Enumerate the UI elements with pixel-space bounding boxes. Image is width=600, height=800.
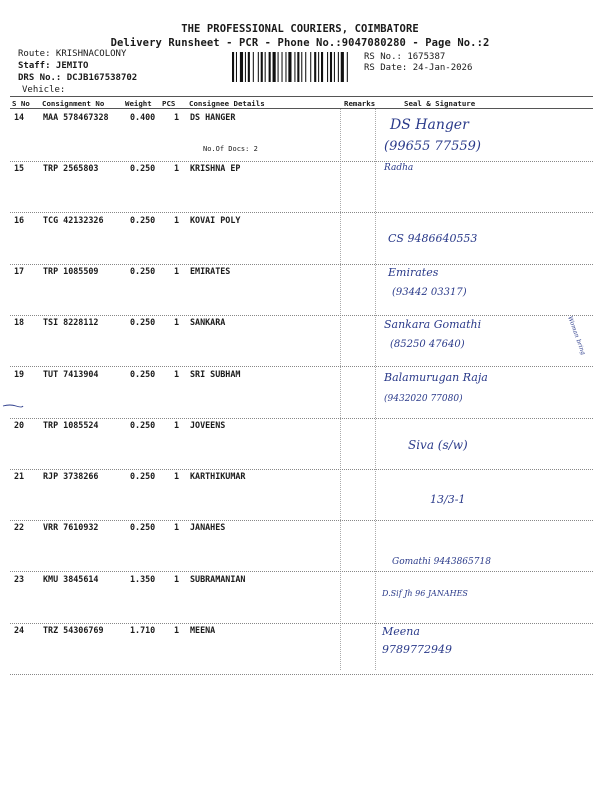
row-consignee: KRISHNA EP — [190, 163, 241, 174]
row-pcs: 1 — [174, 214, 180, 225]
row-consignment-no: TRP 2565803 — [43, 163, 99, 174]
row-sno: 14 — [14, 112, 25, 122]
row-weight: 0.250 — [130, 368, 156, 379]
row-pcs: 1 — [174, 368, 180, 379]
row-consignment-no: TCG 42132326 — [43, 214, 104, 225]
handwritten-signature: Sankara Gomathi — [384, 318, 482, 332]
col-header-consignee: Consignee Details — [189, 99, 265, 108]
table-row — [0, 471, 600, 522]
row-sno: 24 — [14, 625, 25, 635]
row-sno: 18 — [14, 317, 25, 328]
col-header-pcs: PCS — [162, 99, 176, 108]
row-separator — [10, 161, 593, 162]
col-header-remarks: Remarks — [344, 99, 376, 108]
row-consignee: KOVAI POLY — [190, 214, 241, 225]
row-consignee: MEENA — [190, 625, 216, 635]
row-consignment-no: TRP 1085524 — [43, 419, 99, 430]
row-signature — [372, 317, 597, 368]
handwritten-signature: 13/3-1 — [430, 493, 466, 507]
row-pcs: 1 — [174, 522, 180, 533]
table-row — [0, 163, 600, 214]
row-sno: 22 — [14, 522, 25, 533]
row-signature — [372, 215, 597, 266]
table-row — [0, 420, 600, 471]
handwritten-signature: Gomathi 9443865718 — [392, 557, 491, 568]
table-row — [0, 625, 600, 676]
row-consignment-no: RJP 3738266 — [43, 471, 99, 482]
table-row — [0, 215, 600, 266]
rs-date: RS Date: 24-Jan-2026 — [364, 63, 473, 73]
row-consignee: JANAHES — [190, 522, 226, 533]
row-sno: 17 — [14, 265, 25, 276]
row-weight: 0.250 — [130, 265, 156, 276]
drs-number: DRS No.: DCJB167538702 — [18, 73, 138, 83]
row-consignee: SUBRAMANIAN — [190, 573, 246, 584]
handwritten-signature: (93442 03317) — [392, 286, 467, 298]
row-separator — [10, 366, 593, 367]
row-signature — [372, 625, 597, 676]
handwritten-signature: (99655 77559) — [384, 139, 481, 154]
col-header-seal: Seal & Signature — [404, 99, 476, 108]
row-signature — [372, 574, 597, 625]
row-consignment-no: TRP 1085509 — [43, 265, 99, 276]
row-pcs: 1 — [174, 317, 180, 328]
row-signature — [372, 266, 597, 317]
vehicle-label: Vehicle: — [22, 85, 66, 95]
row-pcs: 1 — [174, 265, 180, 276]
row-separator — [10, 571, 593, 572]
row-weight: 0.250 — [130, 471, 156, 482]
header-top-rule — [10, 96, 593, 97]
row-separator — [10, 520, 593, 521]
col-header-weight: Weight — [125, 99, 152, 108]
row-weight: 1.350 — [130, 573, 156, 584]
handwritten-signature: DS Hanger — [390, 117, 469, 133]
row-weight: 0.250 — [130, 522, 156, 533]
row-signature — [372, 369, 597, 420]
row-signature — [372, 471, 597, 522]
barcode-image — [232, 52, 358, 82]
handwritten-signature: 9789772949 — [382, 643, 452, 656]
row-consignment-no: TSI 8228112 — [43, 317, 99, 328]
row-pcs: 1 — [174, 625, 180, 635]
row-weight: 0.250 — [130, 163, 156, 174]
row-weight: 0.250 — [130, 214, 156, 225]
row-sno: 19 — [14, 368, 25, 379]
row-signature — [372, 420, 597, 471]
table-row — [0, 522, 600, 573]
row-weight: 1.710 — [130, 625, 156, 635]
handwritten-signature: Siva (s/w) — [408, 437, 468, 452]
row-sno: 16 — [14, 214, 25, 225]
row-docs-count: No.Of Docs: 2 — [203, 145, 258, 153]
handwritten-signature: (9432020 77080) — [384, 393, 463, 404]
row-sno: 20 — [14, 419, 25, 430]
handwritten-signature: Meena — [382, 625, 420, 638]
runsheet-subtitle: Delivery Runsheet - PCR - Phone No.:9047080280 - Page No.:2 — [110, 37, 490, 49]
row-consignee: SANKARA — [190, 317, 226, 328]
row-pcs: 1 — [174, 573, 180, 584]
row-sno: 23 — [14, 573, 25, 584]
row-sno: 15 — [14, 163, 25, 174]
row-pcs: 1 — [174, 471, 180, 482]
handwritten-signature: Woman bring — [566, 315, 587, 357]
row-consignment-no: TUT 7413904 — [43, 368, 99, 379]
header-bottom-rule — [10, 108, 593, 109]
table-row — [0, 369, 600, 420]
row-pcs: 1 — [174, 419, 180, 430]
row-pcs: 1 — [174, 163, 180, 174]
row-weight: 0.400 — [130, 112, 156, 122]
handwritten-signature: Balamurugan Raja — [384, 370, 488, 384]
rs-number: RS No.: 1675387 — [364, 52, 446, 62]
row-separator — [10, 418, 593, 419]
row-consignment-no: KMU 3845614 — [43, 573, 99, 584]
row-signature — [372, 112, 597, 173]
table-row — [0, 574, 600, 625]
row-consignment-no: TRZ 54306769 — [43, 625, 104, 635]
row-separator — [10, 469, 593, 470]
staff-label: Staff: JEMITO — [18, 61, 89, 71]
margin-pen-mark — [2, 403, 24, 409]
row-sno: 21 — [14, 471, 25, 482]
row-consignment-no: VRR 7610932 — [43, 522, 99, 533]
row-separator — [10, 212, 593, 213]
handwritten-signature: Radha — [384, 163, 414, 173]
row-separator — [10, 315, 593, 316]
row-weight: 0.250 — [130, 419, 156, 430]
row-consignee: EMIRATES — [190, 265, 231, 276]
handwritten-signature: CS 9486640553 — [388, 231, 478, 245]
col-header-consignment: Consignment No — [42, 99, 105, 108]
handwritten-signature: Emirates — [388, 265, 439, 279]
row-consignee: DS HANGER — [190, 112, 236, 122]
company-title: THE PROFESSIONAL COURIERS, COIMBATORE — [181, 23, 419, 35]
handwritten-signature: (85250 47640) — [390, 339, 465, 351]
col-header-sno: S No — [12, 99, 30, 108]
row-separator — [10, 674, 593, 675]
table-row — [0, 317, 600, 368]
row-signature — [372, 163, 597, 214]
row-consignee: KARTHIKUMAR — [190, 471, 246, 482]
row-consignee: JOVEENS — [190, 419, 226, 430]
row-consignee: SRI SUBHAM — [190, 368, 241, 379]
route-label: Route: KRISHNACOLONY — [18, 49, 127, 59]
row-separator — [10, 623, 593, 624]
table-row — [0, 266, 600, 317]
row-weight: 0.250 — [130, 317, 156, 328]
handwritten-signature: D.Sif Jh 96 JANAHES — [382, 588, 468, 598]
row-separator — [10, 264, 593, 265]
row-pcs: 1 — [174, 112, 180, 122]
row-signature — [372, 522, 597, 573]
row-consignment-no: MAA 578467328 — [43, 112, 109, 122]
